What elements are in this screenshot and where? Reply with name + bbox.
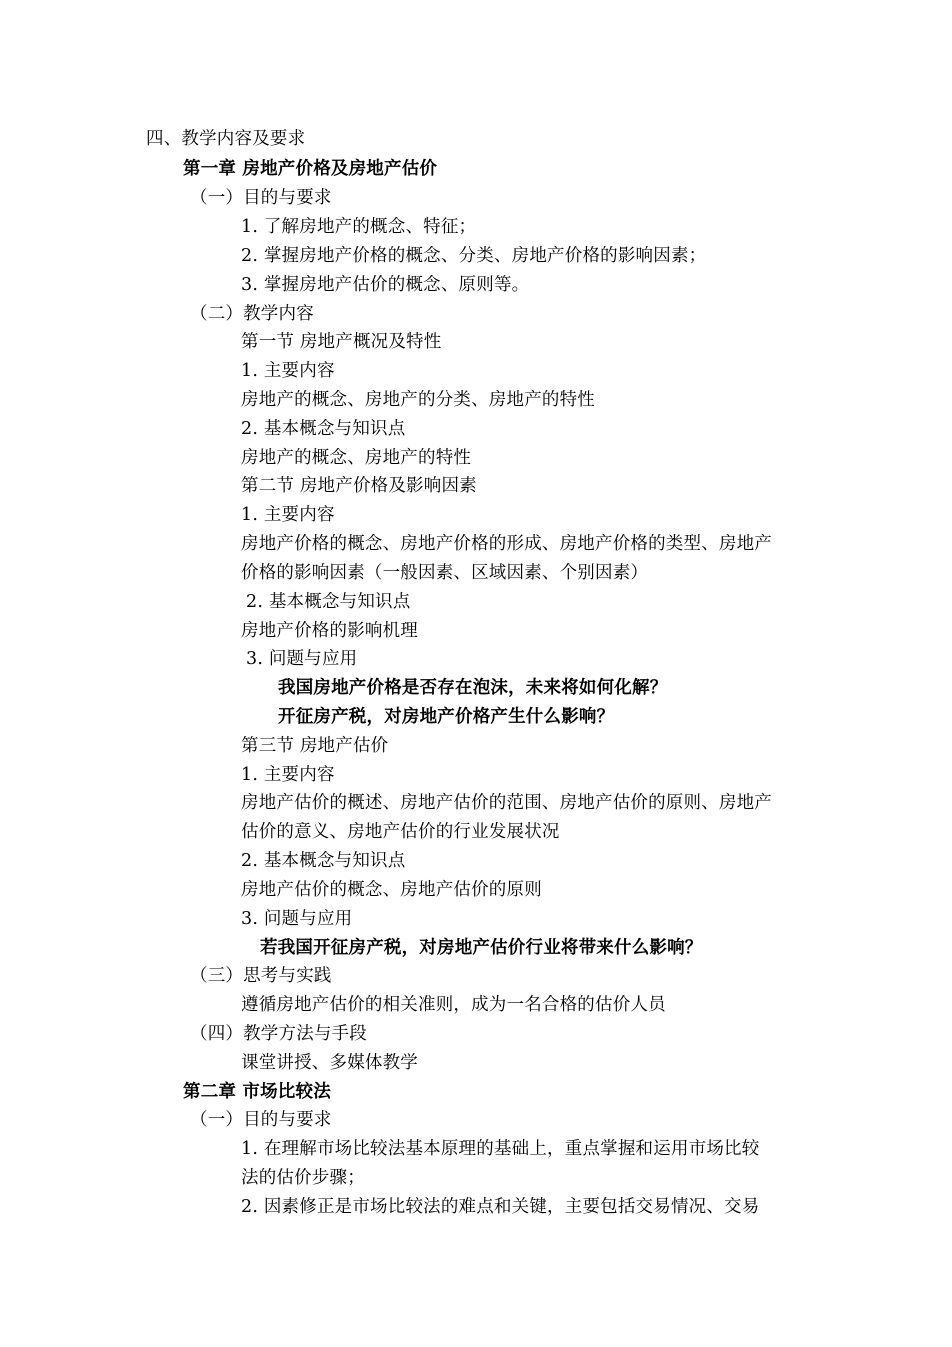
section-3-main-text: 房地产估价的概述、房地产估价的范围、房地产估价的原则、房地产 (241, 793, 772, 813)
section-3-question: 若我国开征房产税，对房地产估价行业将带来什么影响？ (260, 938, 703, 958)
section-2-main-text: 价格的影响因素（一般因素、区域因素、个别因素） (241, 563, 649, 583)
ch2-goal-item: 法的估价步骤； (241, 1168, 365, 1188)
section-1-main-label: 1. 主要内容 (241, 361, 335, 381)
chapter-1-title: 第一章 房地产价格及房地产估价 (183, 159, 438, 179)
ch1-methods-text: 课堂讲授、多媒体教学 (241, 1053, 418, 1073)
section-1-concepts-text: 房地产的概念、房地产的特性 (241, 448, 472, 468)
ch1-practice-text: 遵循房地产估价的相关准则，成为一名合格的估价人员 (241, 995, 666, 1015)
section-1-concepts-label: 2. 基本概念与知识点 (241, 419, 406, 439)
section-3-main-label: 1. 主要内容 (241, 765, 335, 785)
section-title: 四、教学内容及要求 (146, 129, 306, 149)
section-1-title: 第一节 房地产概况及特性 (241, 332, 442, 352)
ch1-goal-item: 1. 了解房地产的概念、特征； (241, 217, 477, 237)
section-2-question: 我国房地产价格是否存在泡沫，未来将如何化解？ (278, 678, 668, 698)
ch1-content-heading: （二）教学内容 (190, 304, 314, 324)
section-2-concepts-label: 2. 基本概念与知识点 (246, 592, 411, 612)
ch1-goal-item: 2. 掌握房地产价格的概念、分类、房地产价格的影响因素； (241, 246, 707, 266)
ch1-methods-heading: （四）教学方法与手段 (190, 1024, 367, 1044)
section-2-title: 第二节 房地产价格及影响因素 (241, 476, 477, 496)
section-2-apply-label: 3. 问题与应用 (246, 649, 358, 669)
section-3-apply-label: 3. 问题与应用 (241, 909, 353, 929)
section-2-question: 开征房产税，对房地产价格产生什么影响？ (278, 707, 615, 727)
section-1-main-text: 房地产的概念、房地产的分类、房地产的特性 (241, 390, 595, 410)
section-2-concepts-text: 房地产价格的影响机理 (241, 621, 418, 641)
ch1-goals-heading: （一）目的与要求 (190, 188, 332, 208)
chapter-2-title: 第二章 市场比较法 (183, 1082, 331, 1102)
section-2-main-text: 房地产价格的概念、房地产价格的形成、房地产价格的类型、房地产 (241, 534, 772, 554)
section-2-main-label: 1. 主要内容 (241, 505, 335, 525)
ch2-goal-item: 1. 在理解市场比较法基本原理的基础上，重点掌握和运用市场比较 (241, 1139, 760, 1159)
section-3-concepts-text: 房地产估价的概念、房地产估价的原则 (241, 880, 542, 900)
ch2-goals-heading: （一）目的与要求 (190, 1110, 332, 1130)
ch2-goal-item: 2. 因素修正是市场比较法的难点和关键，主要包括交易情况、交易 (241, 1197, 760, 1217)
ch1-goal-item: 3. 掌握房地产估价的概念、原则等。 (241, 275, 530, 295)
ch1-practice-heading: （三）思考与实践 (190, 966, 332, 986)
section-3-title: 第三节 房地产估价 (241, 736, 389, 756)
section-3-main-text: 估价的意义、房地产估价的行业发展状况 (241, 822, 560, 842)
section-3-concepts-label: 2. 基本概念与知识点 (241, 851, 406, 871)
